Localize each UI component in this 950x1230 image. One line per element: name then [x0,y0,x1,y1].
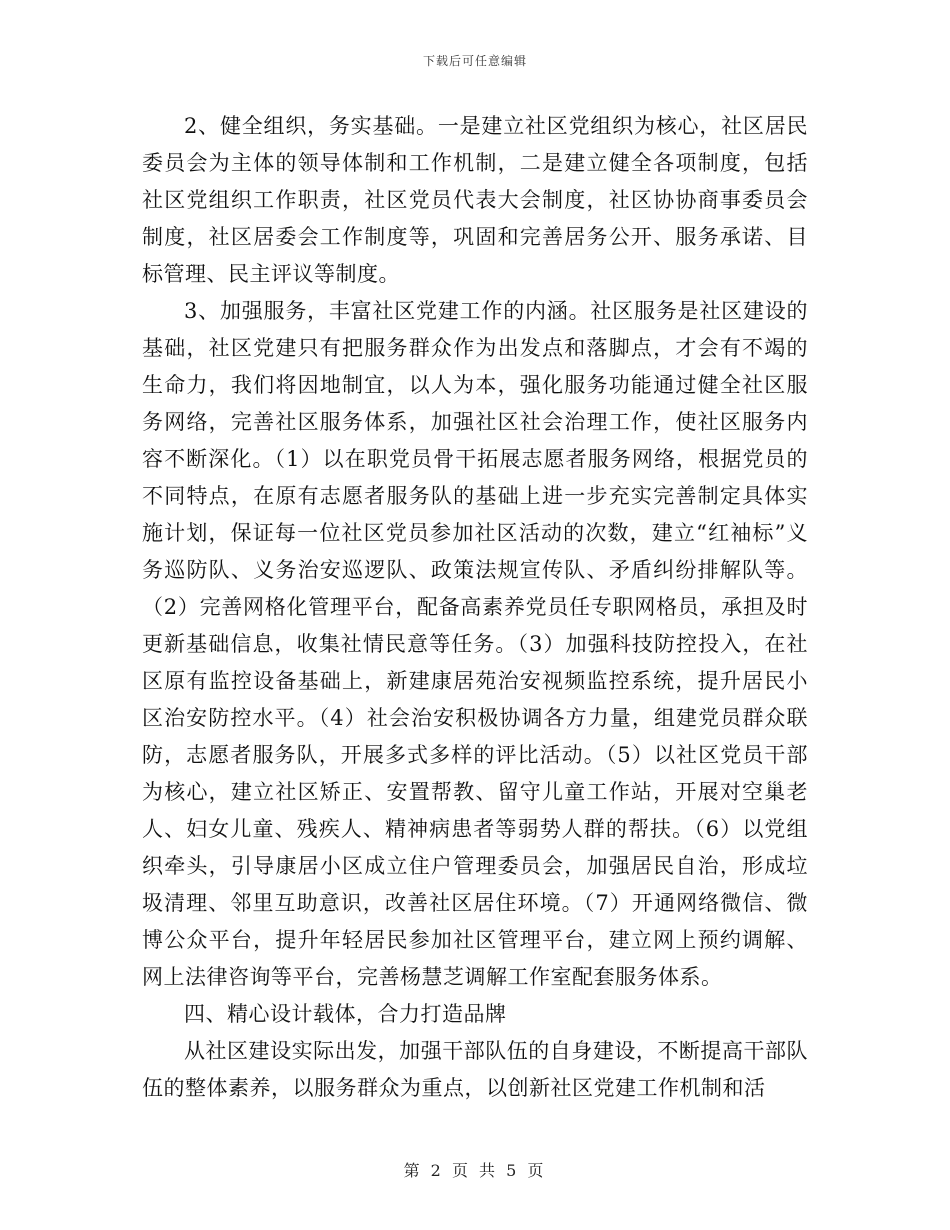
paragraph-carrier: 从社区建设实际出发，加强干部队伍的自身建设，不断提高干部队伍的整体素养，以服务群众为重点，以创新社区党建工作机制和活 [142,1039,808,1100]
page-footer: 第 2 页 共 5 页 [403,1161,547,1180]
document-body [142,108,808,1107]
paragraph-organization: 2、健全组织，务实基础。一是建立社区党组织为核心，社区居民委员会为主体的领导体制和工作机制，二是建立健全各项制度，包括社区党组织工作职责，社区党员代表大会制度，社区协协商事委员会制度，社区居委会工作制度等，巩固和完善居务公开、服务承诺、目标管理、民主评议等制度。 [142,114,808,286]
section-heading: 四、精心设计载体，合力打造品牌 [184,1002,507,1026]
paragraph-service: 3、加强服务，丰富社区党建工作的内涵。社区服务是社区建设的基础，社区党建只有把服务群众作为出发点和落脚点，才会有不竭的生命力，我们将因地制宜，以人为本，强化服务功能通过健全社区服务网络，完善社区服务体系，加强社区社会治理工作，使社区服务内容不断深化。（1）以在职党员骨干拓展志愿者服务网络，根据党员的不同特点，在原有志愿者服务队的基础上进一步充实完善制定具体实施计划，保证每一位社区党员参加社区活动的次数，建立“红袖标”义务巡防队、义务治安巡逻队、政策法规宣传队、矛盾纠纷排解队等。（2）完善网格化管理平台，配备高素养党员任专职网格员，承担及时更新基础信息，收集社情民意等任务。（3）加强科技防控投入，在社区原有监控设备基础上，新建康居苑治安视频监控系统，提升居民小区治安防控水平。（4）社会治安积极协调各方力量，组建党员群众联防，志愿者服务队，开展多式多样的评比活动。（5）以社区党员干部为核心，建立社区矫正、安置帮教、留守儿童工作站，开展对空巢老人、妇女儿童、残疾人、精神病患者等弱势人群的帮扶。（6）以党组织牵头，引导康居小区成立住户管理委员会，加强居民自治，形成垃圾清理、邻里互助意识，改善社区居住环境。（7）开通网络微信、微博公众平台，提升年轻居民参加社区管理平台，建立网上预约调解、网上法律咨询等平台，完善杨慧芝调解工作室配套服务体系。 [142,299,808,989]
page-header: 下载后可任意编辑 [422,54,527,68]
